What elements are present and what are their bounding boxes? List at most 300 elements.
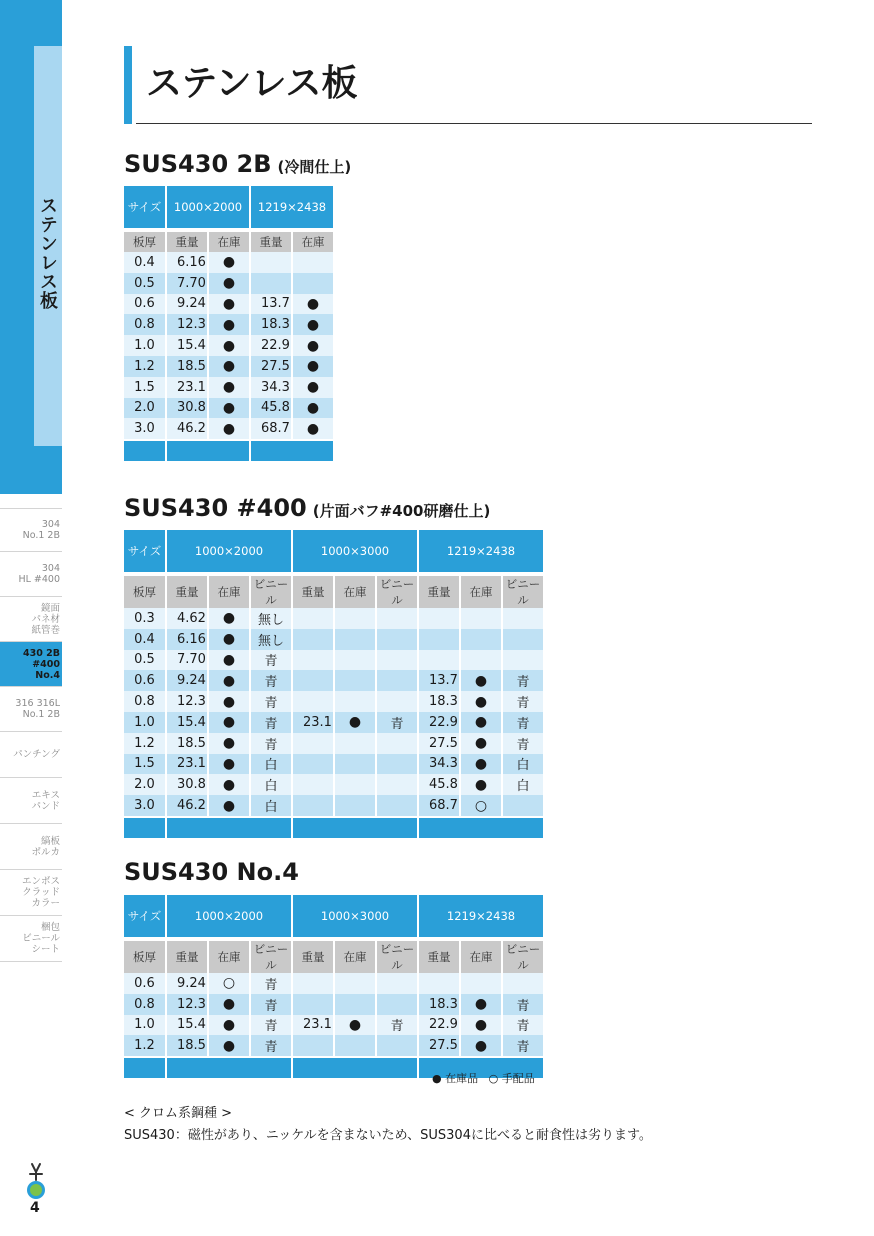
table-cell: 68.7 [251, 418, 291, 439]
table-cell: 12.3 [167, 994, 207, 1015]
table-cell: ○ [461, 795, 501, 816]
table-row [124, 973, 543, 994]
table-cell: 0.4 [124, 629, 165, 650]
section-title-main: SUS430 #400 [124, 494, 307, 522]
table-cell [293, 795, 333, 816]
sidebar-nav [0, 508, 62, 962]
stock-legend [432, 1070, 535, 1086]
table-cell [377, 691, 417, 712]
column-header: ビニール [503, 941, 543, 973]
table-cell: 青 [251, 733, 291, 754]
table-cell: 27.5 [419, 733, 459, 754]
table-row [124, 398, 333, 419]
table-cell [503, 650, 543, 671]
column-header: 板厚 [124, 232, 165, 252]
sidebar-nav-label: 316 316L [15, 698, 60, 709]
table-cell: 青 [251, 1015, 291, 1036]
table-cell: 15.4 [167, 712, 207, 733]
column-header: 在庫 [461, 576, 501, 608]
legend-in-stock: ● 在庫品 [432, 1072, 479, 1085]
sidebar-nav-item[interactable] [0, 687, 62, 732]
table-cell: 1.2 [124, 356, 165, 377]
legend-order: ○ 手配品 [488, 1072, 535, 1085]
table-cell: 0.8 [124, 994, 165, 1015]
table-cell [461, 629, 501, 650]
table-cell [293, 650, 333, 671]
spec-table-430-no4 [122, 895, 545, 1078]
table-cell: 18.5 [167, 1035, 207, 1056]
table-cell [293, 1035, 333, 1056]
column-header: 重量 [293, 941, 333, 973]
table-row [124, 1035, 543, 1056]
table-cell: 2.0 [124, 398, 165, 419]
table-cell: 3.0 [124, 795, 165, 816]
sidebar-nav-label: No.1 2B [22, 530, 60, 541]
table-cell [503, 795, 543, 816]
table-cell: ● [209, 795, 249, 816]
table-cell: 0.5 [124, 650, 165, 671]
sidebar-nav-label: エキス [31, 789, 60, 801]
table-cell: ● [461, 712, 501, 733]
table-cell: 15.4 [167, 335, 207, 356]
table-cell: ● [461, 1015, 501, 1036]
sidebar-nav-label: 304 [41, 563, 60, 574]
table-cell: ● [209, 1015, 249, 1036]
table-cell [293, 252, 333, 273]
table-cell: 23.1 [293, 712, 333, 733]
table-cell: 4.62 [167, 608, 207, 629]
sidebar-nav-label: ボルカ [31, 846, 60, 858]
table-cell: ● [209, 252, 249, 273]
table-cell: 1.5 [124, 377, 165, 398]
table-cell: 23.1 [293, 1015, 333, 1036]
table-cell [293, 994, 333, 1015]
sidebar-nav-label: #400 [32, 658, 60, 670]
spec-table-430-2b [122, 186, 335, 461]
column-header: 在庫 [335, 941, 375, 973]
section-subtitle: (片面バフ#400研磨仕上) [312, 502, 491, 520]
table-row [124, 418, 333, 439]
table-cell: 0.6 [124, 973, 165, 994]
table-cell: 18.5 [167, 356, 207, 377]
table-cell: 白 [503, 754, 543, 775]
table-cell: ● [209, 335, 249, 356]
table-cell [419, 608, 459, 629]
table-row [124, 314, 333, 335]
table-cell: ● [293, 398, 333, 419]
size-label: サイズ [124, 530, 165, 576]
sidebar-nav-label: カラー [31, 898, 60, 909]
table-cell: 0.4 [124, 252, 165, 273]
table-cell: 青 [503, 1015, 543, 1036]
table-cell [335, 608, 375, 629]
table-cell: 青 [377, 712, 417, 733]
table-cell: 1.0 [124, 1015, 165, 1036]
table-cell: 白 [503, 774, 543, 795]
sidebar-nav-item[interactable] [0, 508, 62, 552]
column-header: 重量 [293, 576, 333, 608]
table-row [124, 377, 333, 398]
size-header: 1000×2000 [167, 530, 291, 576]
table-cell [293, 733, 333, 754]
table-cell: 0.6 [124, 294, 165, 315]
column-header: 在庫 [335, 576, 375, 608]
table-cell: ● [461, 733, 501, 754]
table-cell: ● [335, 712, 375, 733]
title-divider [136, 123, 812, 124]
note-title: < クロム系鋼種 > [124, 1106, 233, 1121]
table-cell: 青 [503, 712, 543, 733]
table-cell [293, 629, 333, 650]
table-cell: 青 [377, 1015, 417, 1036]
table-cell: ● [461, 691, 501, 712]
table-cell: 青 [251, 994, 291, 1015]
table-cell: 2.0 [124, 774, 165, 795]
table-cell: 0.8 [124, 691, 165, 712]
table-cell: 無し [251, 608, 291, 629]
sidebar-nav-label: ビニール [22, 933, 60, 944]
table-cell [377, 733, 417, 754]
size-header: 1219×2438 [251, 186, 333, 232]
table-cell [335, 994, 375, 1015]
table-cell: 34.3 [251, 377, 291, 398]
table-row [124, 294, 333, 315]
table-cell [335, 629, 375, 650]
table-cell: ● [209, 712, 249, 733]
table-cell: ● [209, 774, 249, 795]
table-cell: 22.9 [419, 1015, 459, 1036]
size-header: 1219×2438 [419, 530, 543, 576]
table-cell: 23.1 [167, 377, 207, 398]
table-cell [335, 795, 375, 816]
table-cell: ● [209, 733, 249, 754]
column-header: ビニール [377, 941, 417, 973]
section-title-main: SUS430 No.4 [124, 858, 299, 886]
sidebar-nav-label: パンチング [13, 749, 60, 760]
sidebar-nav-label: 430 2B [23, 647, 60, 659]
table-cell [419, 973, 459, 994]
column-header: 在庫 [461, 941, 501, 973]
table-cell: 30.8 [167, 398, 207, 419]
size-label: サイズ [124, 895, 165, 941]
sidebar-nav-item[interactable] [0, 778, 62, 824]
table-cell: ● [461, 774, 501, 795]
sidebar-nav-label: No.1 2B [22, 709, 60, 720]
table-cell [251, 273, 291, 294]
table-cell: ● [293, 294, 333, 315]
table-cell [461, 973, 501, 994]
column-header: ビニール [503, 576, 543, 608]
size-header: 1000×3000 [293, 895, 417, 941]
table-cell: 18.3 [419, 691, 459, 712]
column-header: ビニール [251, 576, 291, 608]
size-header: 1000×2000 [167, 895, 291, 941]
table-cell [293, 608, 333, 629]
title-accent-bar [124, 46, 132, 124]
table-cell: 1.2 [124, 1035, 165, 1056]
table-cell [377, 754, 417, 775]
table-cell: 27.5 [251, 356, 291, 377]
table-row [124, 356, 333, 377]
table-cell: 1.0 [124, 712, 165, 733]
table-cell [461, 650, 501, 671]
table-row [124, 774, 543, 795]
table-cell [335, 670, 375, 691]
column-header: 在庫 [209, 576, 249, 608]
section-title-430-2b [124, 150, 351, 178]
table-cell: 46.2 [167, 795, 207, 816]
section-subtitle: (冷間仕上) [277, 158, 352, 176]
table-cell [293, 670, 333, 691]
table-cell: 7.70 [167, 273, 207, 294]
table-row [124, 650, 543, 671]
column-header: 在庫 [209, 941, 249, 973]
table-cell [377, 670, 417, 691]
table-cell: 6.16 [167, 252, 207, 273]
table-cell: ● [461, 754, 501, 775]
column-header: 重量 [419, 941, 459, 973]
column-header: 在庫 [293, 232, 333, 252]
table-cell: 68.7 [419, 795, 459, 816]
table-cell: 30.8 [167, 774, 207, 795]
size-header: 1000×2000 [167, 186, 249, 232]
table-cell [335, 733, 375, 754]
table-cell: 青 [251, 1035, 291, 1056]
table-cell: 45.8 [251, 398, 291, 419]
table-cell: 15.4 [167, 1015, 207, 1036]
table-cell [293, 754, 333, 775]
table-cell: ● [209, 356, 249, 377]
table-row [124, 335, 333, 356]
table-cell: 青 [503, 994, 543, 1015]
sidebar-nav-label: 鏡面 [40, 602, 60, 614]
table-cell: 18.3 [251, 314, 291, 335]
table-row [124, 733, 543, 754]
table-cell: 3.0 [124, 418, 165, 439]
table-row [124, 629, 543, 650]
size-label: サイズ [124, 186, 165, 232]
mascot-character-icon [22, 1160, 50, 1200]
table-cell: 6.16 [167, 629, 207, 650]
table-cell: ● [209, 629, 249, 650]
table-cell: 9.24 [167, 670, 207, 691]
sidebar-title: ステンレス板 [37, 196, 58, 310]
sidebar-nav-label: クラッド [22, 887, 60, 898]
table-row [124, 670, 543, 691]
table-row [124, 273, 333, 294]
table-cell: 22.9 [251, 335, 291, 356]
table-cell [503, 973, 543, 994]
table-cell: ● [293, 314, 333, 335]
table-cell: 18.5 [167, 733, 207, 754]
table-cell: ● [209, 691, 249, 712]
table-cell: 青 [503, 670, 543, 691]
table-cell [335, 650, 375, 671]
table-cell [461, 608, 501, 629]
sidebar-nav-label: エンボス [21, 876, 60, 887]
note-text: SUS430：磁性があり、ニッケルを含まないため、SUS304に比べると耐食性は劣ります。 [124, 1128, 652, 1143]
table-cell [293, 973, 333, 994]
column-header: 重量 [167, 232, 207, 252]
table-cell [335, 1035, 375, 1056]
sidebar-nav-label: パンド [31, 800, 60, 812]
table-cell: 白 [251, 774, 291, 795]
table-row [124, 252, 333, 273]
table-cell: 12.3 [167, 314, 207, 335]
table-row [124, 712, 543, 733]
table-cell: 13.7 [419, 670, 459, 691]
table-row [124, 608, 543, 629]
table-cell: 1.2 [124, 733, 165, 754]
table-row [124, 1015, 543, 1036]
sidebar-nav-item[interactable] [0, 552, 62, 597]
page-title: ステンレス板 [146, 63, 358, 104]
page-number: 4 [30, 1200, 40, 1216]
size-header: 1219×2438 [419, 895, 543, 941]
table-cell [377, 650, 417, 671]
table-cell: 34.3 [419, 754, 459, 775]
table-cell: 青 [503, 733, 543, 754]
table-cell [377, 774, 417, 795]
table-footer [124, 439, 333, 461]
table-cell: ● [209, 314, 249, 335]
table-cell: ○ [209, 973, 249, 994]
table-cell: 13.7 [251, 294, 291, 315]
column-header: 重量 [251, 232, 291, 252]
table-cell [293, 774, 333, 795]
table-row [124, 691, 543, 712]
table-cell: 青 [251, 973, 291, 994]
sidebar-nav-label: 304 [41, 519, 60, 530]
table-cell: 1.5 [124, 754, 165, 775]
table-cell [377, 973, 417, 994]
table-cell: ● [209, 650, 249, 671]
column-header: 重量 [167, 941, 207, 973]
column-header: 重量 [167, 576, 207, 608]
column-header: ビニール [377, 576, 417, 608]
table-cell: ● [461, 670, 501, 691]
sidebar-nav-item[interactable] [0, 597, 62, 642]
table-cell: ● [209, 994, 249, 1015]
column-header: ビニール [251, 941, 291, 973]
table-cell: ● [461, 994, 501, 1015]
table-cell: ● [209, 377, 249, 398]
table-cell: 1.0 [124, 335, 165, 356]
table-cell: ● [461, 1035, 501, 1056]
table-cell: ● [209, 273, 249, 294]
section-title-430-400 [124, 494, 490, 522]
table-cell [377, 1035, 417, 1056]
table-cell: 無し [251, 629, 291, 650]
table-cell: ● [209, 608, 249, 629]
table-cell: 0.5 [124, 273, 165, 294]
table-cell [293, 691, 333, 712]
table-footer [124, 816, 543, 838]
table-cell: ● [293, 418, 333, 439]
table-cell [251, 252, 291, 273]
table-cell: 0.8 [124, 314, 165, 335]
table-cell [335, 973, 375, 994]
sidebar-nav-item[interactable] [0, 870, 62, 916]
sidebar-nav-label: 紙管巻 [31, 624, 60, 636]
column-header: 重量 [419, 576, 459, 608]
table-cell: ● [209, 294, 249, 315]
table-cell: 18.3 [419, 994, 459, 1015]
table-cell: 27.5 [419, 1035, 459, 1056]
table-cell: ● [209, 418, 249, 439]
table-row [124, 754, 543, 775]
table-cell: 22.9 [419, 712, 459, 733]
table-cell [503, 629, 543, 650]
table-cell: 白 [251, 795, 291, 816]
table-cell: ● [293, 377, 333, 398]
table-cell: ● [209, 398, 249, 419]
table-cell [377, 608, 417, 629]
sidebar-nav-label: 縞板 [40, 835, 60, 847]
table-cell: 45.8 [419, 774, 459, 795]
sidebar-nav-item[interactable] [0, 642, 62, 687]
table-cell: 12.3 [167, 691, 207, 712]
table-cell: 0.6 [124, 670, 165, 691]
table-cell: 青 [251, 650, 291, 671]
table-cell: 青 [251, 691, 291, 712]
table-cell [335, 754, 375, 775]
sidebar-nav-label: 梱包 [40, 922, 60, 933]
table-cell [335, 691, 375, 712]
table-cell: ● [293, 356, 333, 377]
column-header: 板厚 [124, 941, 165, 973]
table-cell: 9.24 [167, 294, 207, 315]
table-cell [419, 629, 459, 650]
table-cell: ● [209, 670, 249, 691]
table-cell: 青 [251, 712, 291, 733]
sidebar-nav-item[interactable] [0, 824, 62, 870]
table-cell [377, 795, 417, 816]
table-cell [377, 994, 417, 1015]
table-cell [335, 774, 375, 795]
table-row [124, 795, 543, 816]
sidebar-nav-label: HL #400 [18, 574, 60, 585]
sidebar-nav-item[interactable] [0, 916, 62, 962]
table-cell [503, 608, 543, 629]
table-cell [377, 629, 417, 650]
section-title-main: SUS430 2B [124, 150, 272, 178]
column-header: 板厚 [124, 576, 165, 608]
spec-table-430-400 [122, 530, 545, 838]
table-cell: ● [293, 335, 333, 356]
table-cell: 0.3 [124, 608, 165, 629]
section-title-430-no4 [124, 858, 299, 886]
size-header: 1000×3000 [293, 530, 417, 576]
table-cell: ● [209, 1035, 249, 1056]
table-row [124, 994, 543, 1015]
sidebar-nav-label: No.4 [35, 669, 60, 681]
table-cell: 7.70 [167, 650, 207, 671]
table-cell: 23.1 [167, 754, 207, 775]
column-header: 在庫 [209, 232, 249, 252]
table-cell: ● [335, 1015, 375, 1036]
table-cell: 46.2 [167, 418, 207, 439]
sidebar-nav-item[interactable] [0, 732, 62, 778]
table-cell: 白 [251, 754, 291, 775]
table-cell [293, 273, 333, 294]
table-cell [419, 650, 459, 671]
table-cell: 青 [503, 691, 543, 712]
table-cell: 青 [503, 1035, 543, 1056]
table-cell: 9.24 [167, 973, 207, 994]
sidebar-nav-label: パネ材 [31, 613, 60, 625]
table-cell: 青 [251, 670, 291, 691]
